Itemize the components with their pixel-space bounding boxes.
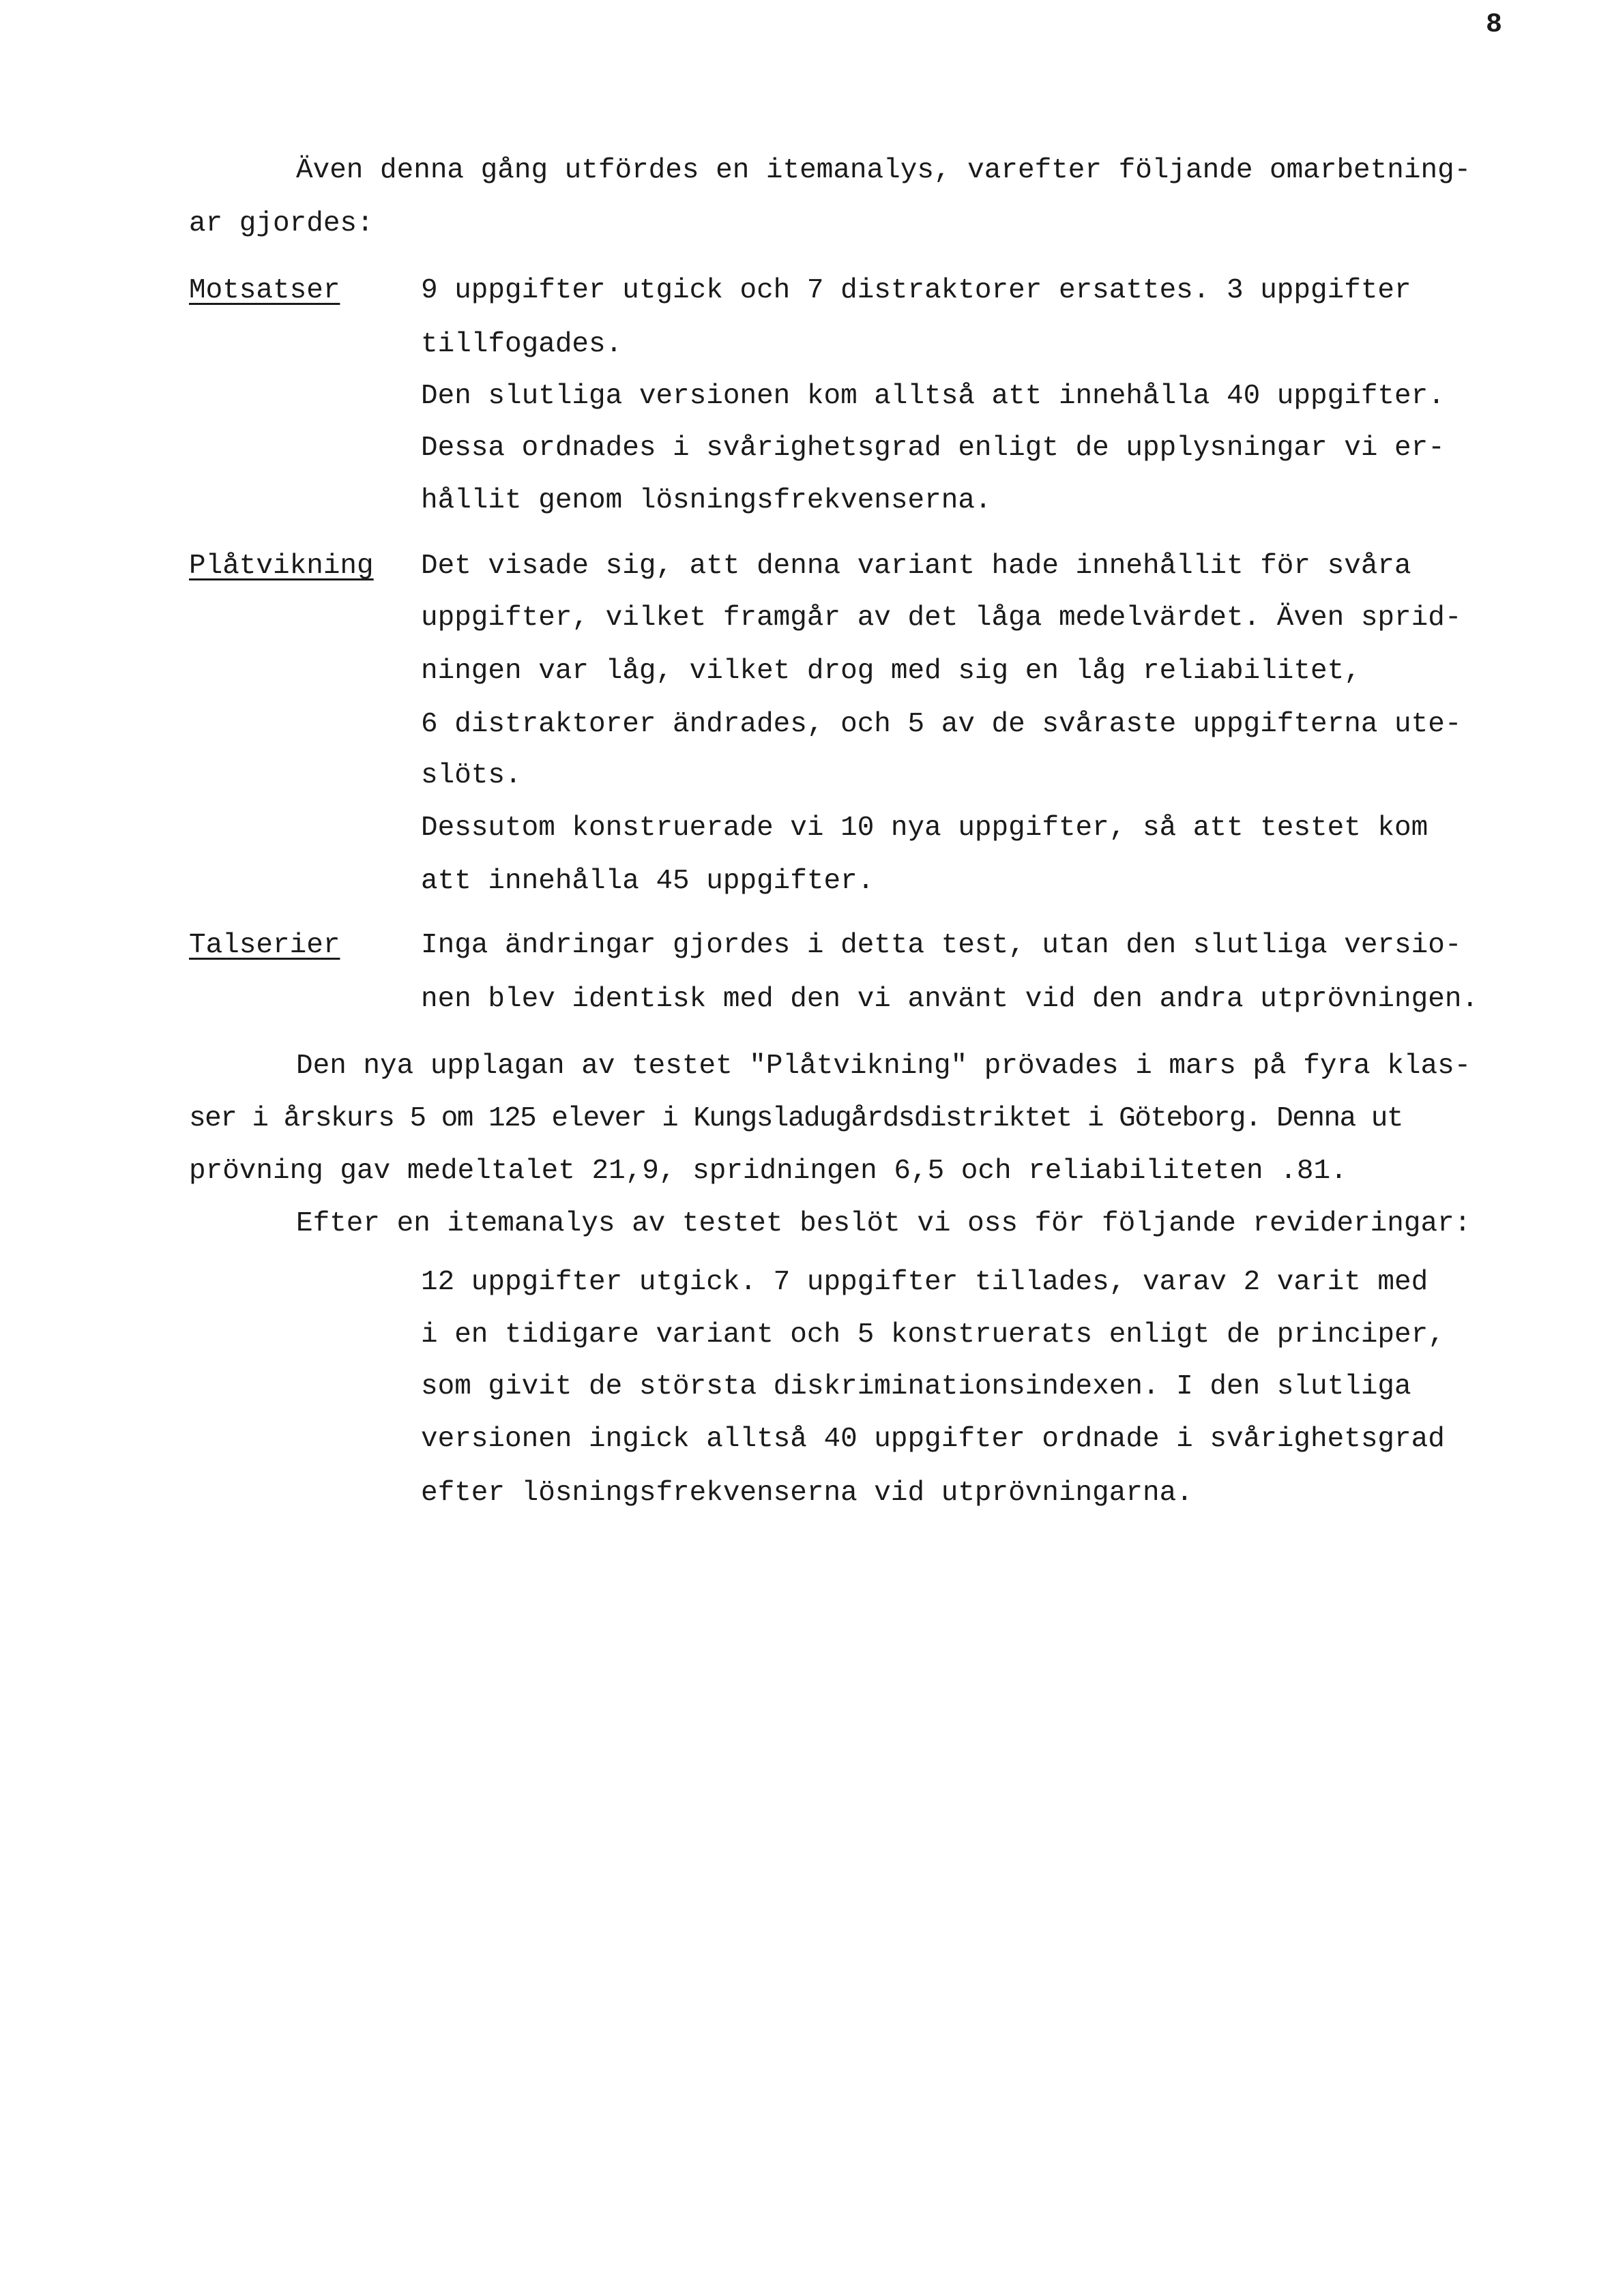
platvikning-line-2: uppgifter, vilket framgår av det låga medelvärdet. Även sprid- [421, 602, 1462, 634]
paragraph2-line-2: ser i årskurs 5 om 125 elever i Kungsladugårdsdistriktet i Göteborg. Denna ut [189, 1103, 1403, 1134]
revisions-line-2: i en tidigare variant och 5 konstruerats enligt de principer, [421, 1319, 1445, 1351]
platvikning-line-3: ningen var låg, vilket drog med sig en låg reliabilitet, [421, 656, 1361, 687]
page-number: 8 [1486, 10, 1503, 40]
intro-line-1: Även denna gång utfördes en itemanalys, varefter följande omarbetning- [296, 155, 1471, 186]
intro-line-2: ar gjordes: [189, 208, 374, 239]
motsatser-line-5: hållit genom lösningsfrekvenserna. [421, 485, 992, 516]
talserier-line-1: Inga ändringar gjordes i detta test, utan den slutliga versio- [421, 930, 1462, 961]
revisions-line-1: 12 uppgifter utgick. 7 uppgifter tillades, varav 2 varit med [421, 1267, 1428, 1298]
motsatser-line-3: Den slutliga versionen kom alltså att innehålla 40 uppgifter. [421, 381, 1445, 412]
paragraph3-line-1: Efter en itemanalys av testet beslöt vi oss för följande revideringar: [296, 1208, 1471, 1239]
platvikning-line-4: 6 distraktorer ändrades, och 5 av de svåraste uppgifterna ute- [421, 709, 1462, 740]
section-label-motsatser: Motsatser [189, 275, 340, 306]
section-label-talserier: Talserier [189, 930, 340, 961]
revisions-line-4: versionen ingick alltså 40 uppgifter ordnade i svårighetsgrad [421, 1424, 1445, 1455]
motsatser-line-2: tillfogades. [421, 329, 623, 360]
paragraph2-line-3: prövning gav medeltalet 21,9, spridningen 6,5 och reliabiliteten .81. [189, 1156, 1347, 1187]
talserier-line-2: nen blev identisk med den vi använt vid den andra utprövningen. [421, 984, 1479, 1015]
platvikning-line-6: Dessutom konstruerade vi 10 nya uppgifter, så att testet kom [421, 812, 1428, 844]
motsatser-line-1: 9 uppgifter utgick och 7 distraktorer ersattes. 3 uppgifter [421, 275, 1411, 306]
platvikning-line-1: Det visade sig, att denna variant hade innehållit för svåra [421, 550, 1411, 582]
platvikning-line-7: att innehålla 45 uppgifter. [421, 866, 875, 897]
revisions-line-5: efter lösningsfrekvenserna vid utprövningarna. [421, 1477, 1193, 1509]
paragraph2-line-1: Den nya upplagan av testet "Plåtvikning" prövades i mars på fyra klas- [296, 1050, 1471, 1082]
section-label-platvikning: Plåtvikning [189, 550, 374, 582]
platvikning-line-5: slöts. [421, 760, 522, 791]
revisions-line-3: som givit de största diskriminationsindexen. I den slutliga [421, 1371, 1411, 1402]
motsatser-line-4: Dessa ordnades i svårighetsgrad enligt de upplysningar vi er- [421, 432, 1445, 464]
